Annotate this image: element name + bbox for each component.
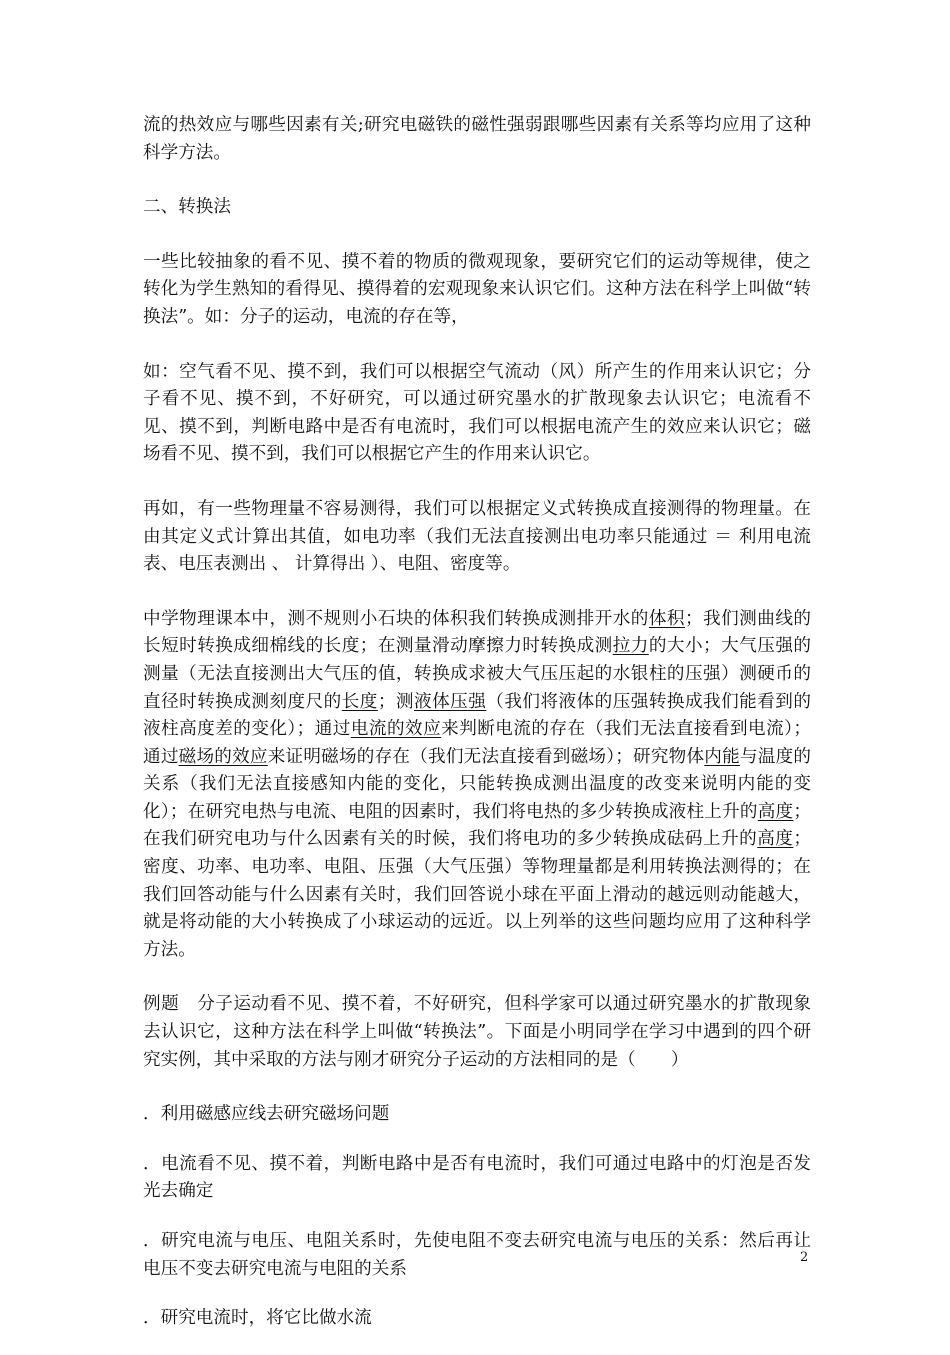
page-content — [143, 112, 811, 1355]
paragraph-textbook-examples — [143, 606, 811, 965]
option-b: ．电流看不见、摸不着，判断电路中是否有电流时，我们可通过电路中的灯泡是否发光去确定 — [143, 1153, 811, 1202]
section-heading: 二、转换法 — [143, 197, 231, 218]
text-segment: 来证明磁场的存在（我们无法直接看到磁场）；研究物体 — [267, 746, 705, 767]
underlined-term: 拉力 — [612, 636, 649, 657]
text-segment: 与温度的关系（我们无法直接感知内能的变化，只能转换成测出温度的改变来说明内能的变化）；在研究电热与电流、电阻的因素时，我们将电热的多少转换成液柱上升的 — [143, 746, 811, 822]
underlined-term: 内能 — [704, 746, 740, 767]
paragraph-measurement: 再如，有一些物理量不容易测得，我们可以根据定义式转换成直接测得的物理量。在由其定义式计算出其值，如电功率（我们无法直接测出电功率只能通过 ＝ 利用电流表、电压表测出 、 计算得出 ）、电阻、密度等。 — [143, 498, 811, 575]
underlined-term: 体积 — [648, 608, 685, 629]
page-number: 2 — [800, 1250, 809, 1265]
option-c: ．研究电流与电压、电阻关系时，先使电阻不变去研究电流与电压的关系：然后再让电压不变去研究电流与电阻的关系 — [143, 1231, 811, 1279]
underlined-term: 长度 — [341, 691, 378, 712]
text-segment: 来判断电流的存在（我们无法直接看到电流）；通过 — [143, 719, 812, 767]
text-segment: ；密度、功率、电功率、电阻、压强（大气压强）等物理量都是利用转换法测得的；在我们回答动能与什么因素有关时，我们回答说小球在平面上滑动的越远则动能越大，就是将动能的大小转换成了小球运动的远近。以上列举的这些问题均应用了这种科学方法。 — [143, 829, 811, 960]
text-segment: 的大小；大气压强的测量（无法直接测出大气压的值，转换成求被大气压压起的水银柱的压强）测硬币的直径时转换成测刻度尺的 — [143, 636, 811, 712]
text-segment: ；在我们研究电功与什么因素有关的时候，我们将电功的多少转换成砝码上升的 — [143, 801, 811, 850]
example-question: 例题 分子运动看不见、摸不着，不好研究，但科学家可以通过研究墨水的扩散现象去认识它，这种方法在科学上叫做“转换法”。下面是小明同学在学习中遇到的四个研究实例，其中采取的方法与刚才研究分子运动的方法相同的是（ ） — [143, 994, 811, 1070]
underlined-term: 高度 — [757, 801, 794, 822]
text-segment: （我们将液体的压强转换成我们能看到的液柱高度差的变化）；通过 — [143, 691, 811, 740]
text-segment: ；测 — [377, 691, 414, 712]
paragraph-examples: 如：空气看不见、摸不到，我们可以根据空气流动（风）所产生的作用来认识它；分子看不见、摸不到，不好研究，可以通过研究墨水的扩散现象去认识它；电流看不见、摸不到，判断电路中是否有电流时，我们可以根据电流产生的效应来认识它；磁场看不见、摸不到，我们可以根据它产生的作用来认识它。 — [143, 361, 811, 465]
paragraph-intro: 一些比较抽象的看不见、摸不着的物质的微观现象，要研究它们的运动等规律，使之转化为学生熟知的看得见、摸得着的宏观现象来认识它们。这种方法在科学上叫做“转换法”。如：分子的运动，电流的存在等， — [143, 251, 811, 327]
underlined-term: 液体压强 — [414, 691, 487, 712]
underlined-term: 高度 — [757, 829, 794, 850]
option-d: ．研究电流时，将它比做水流 — [143, 1308, 372, 1329]
paragraph-continued: 流的热效应与哪些因素有关;研究电磁铁的磁性强弱跟哪些因素有关系等均应用了这种科学方法。 — [143, 115, 811, 163]
underlined-term: 磁场的效应 — [178, 746, 268, 767]
underlined-term: 电流的效应 — [350, 719, 442, 740]
option-a: ．利用磁感应线去研究磁场问题 — [143, 1104, 390, 1125]
text-segment: 中学物理课本中，测不规则小石块的体积我们转换成测排开水的 — [143, 608, 649, 629]
text-segment: ；我们测曲线的长短时转换成细棉线的长度；在测量滑动摩擦力时转换成测 — [143, 608, 811, 657]
